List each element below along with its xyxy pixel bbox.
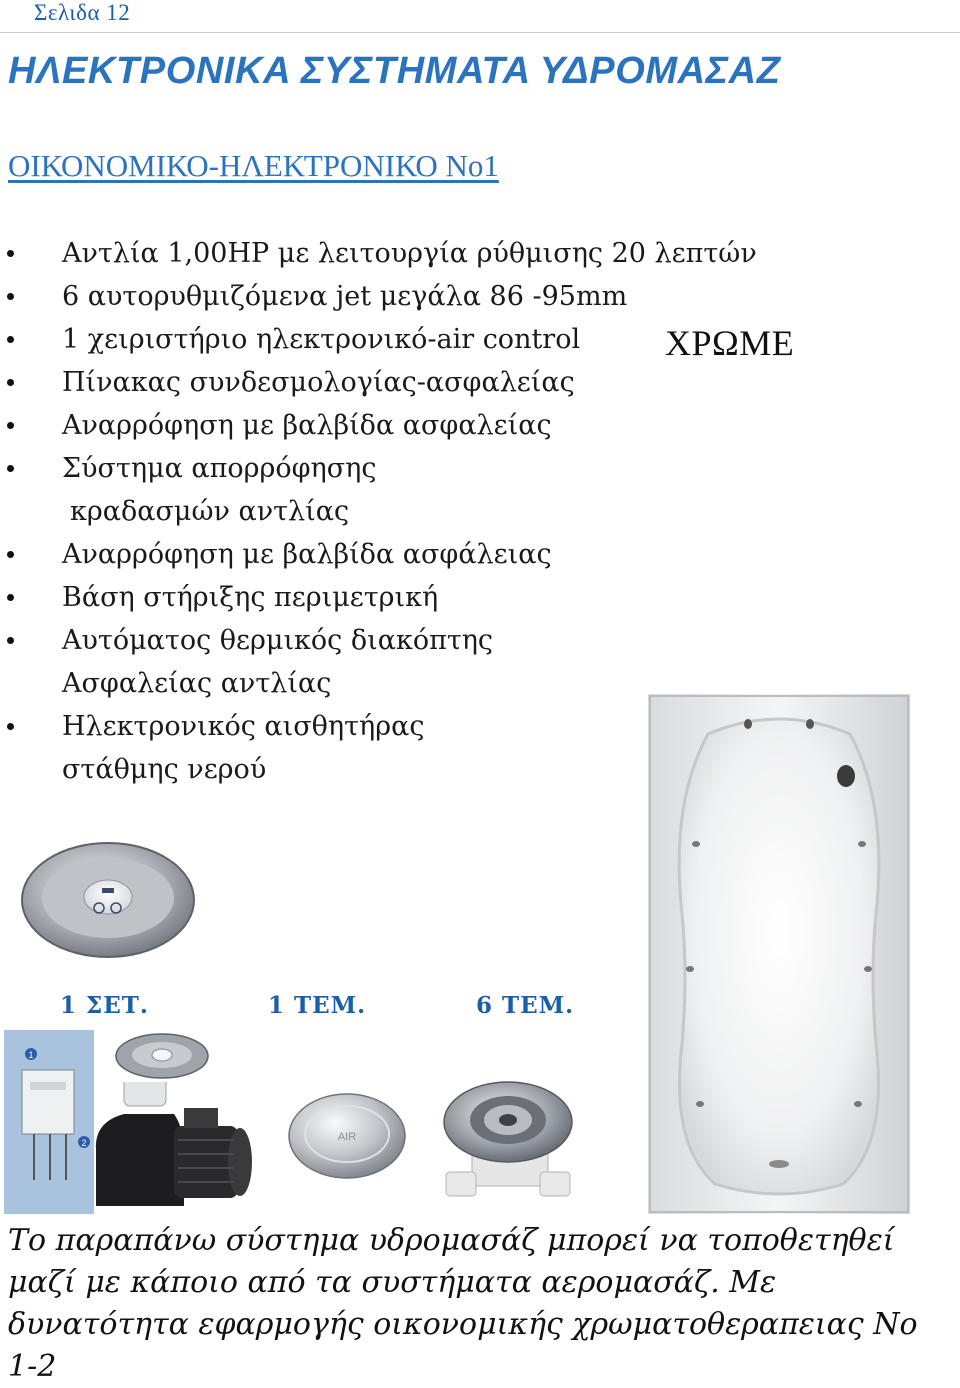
feature-item: Αναρρόφηση με βαλβίδα ασφαλείας — [0, 404, 640, 447]
quantity-label-pcs: 1 ΤΕΜ. — [268, 992, 367, 1019]
control-panel-image — [2, 832, 216, 966]
bullet-icon — [7, 723, 14, 730]
header-divider — [0, 32, 960, 33]
bullet-icon — [7, 465, 14, 472]
bullet-icon — [7, 637, 14, 644]
air-button-image — [282, 1084, 412, 1184]
jet-nozzle-image — [436, 1076, 582, 1206]
bullet-icon — [7, 250, 14, 257]
air-button-label: AIR — [337, 1131, 357, 1143]
bullet-icon — [7, 379, 14, 386]
bullet-icon — [7, 551, 14, 558]
feature-item: Αυτόματος θερμικός διακόπτης Ασφαλείας αντλίας — [0, 619, 640, 705]
box-marker-1: 1 — [28, 1050, 34, 1060]
bathtub-image — [648, 694, 910, 1214]
quantity-label-set: 1 ΣΕΤ. — [60, 992, 149, 1019]
feature-item: Βάση στήριξης περιμετρική — [0, 576, 640, 619]
small-control-panel-image — [108, 1030, 216, 1082]
bullet-icon — [7, 336, 14, 343]
feature-item: Σύστημα απορρόφησης κραδασμών αντλίας — [0, 447, 640, 533]
feature-item: 6 αυτορυθμιζόμενα jet μεγάλα 86 -95mm — [0, 275, 640, 318]
feature-item: Αντλία 1,00HP με λειτουργία ρύθμισης 20 λεπτών — [0, 232, 640, 275]
chrome-finish-label: ΧΡΩΜΕ — [665, 323, 795, 363]
section-subtitle: ΟΙΚΟΝΟΜΙΚΟ-ΗΛΕΚΤΡΟΝΙΚΟ Νο1 — [8, 148, 499, 183]
feature-item: 1 χειριστήριο ηλεκτρονικό-air control — [0, 318, 640, 361]
page-number-label: Σελιδα 12 — [34, 0, 131, 25]
feature-item: Αναρρόφηση με βαλβίδα ασφάλειας — [0, 533, 640, 576]
quantity-label-jets: 6 ΤΕΜ. — [476, 992, 575, 1019]
box-marker-2: 2 — [81, 1138, 87, 1148]
feature-item: Ηλεκτρονικός αισθητήρας στάθμης νερού — [0, 705, 640, 791]
page-title: ΗΛΕΚΤΡΟΝΙΚΑ ΣΥΣΤΗΜΑΤΑ ΥΔΡΟΜΑΣΑΖ — [8, 50, 781, 92]
feature-item: Πίνακας συνδεσμολογίας-ασφαλείας — [0, 361, 640, 404]
bullet-icon — [7, 594, 14, 601]
bullet-icon — [7, 293, 14, 300]
bullet-icon — [7, 422, 14, 429]
system-compatibility-note: Το παραπάνω σύστημα υδρομασάζ μπορεί να τοποθετηθεί μαζί με κάποιο από τα συστήματα αερομασάζ. Με δυνατότητα εφαρμογής οικονομικής χρωματοθεραπειας Νο 1-2 — [8, 1223, 918, 1384]
